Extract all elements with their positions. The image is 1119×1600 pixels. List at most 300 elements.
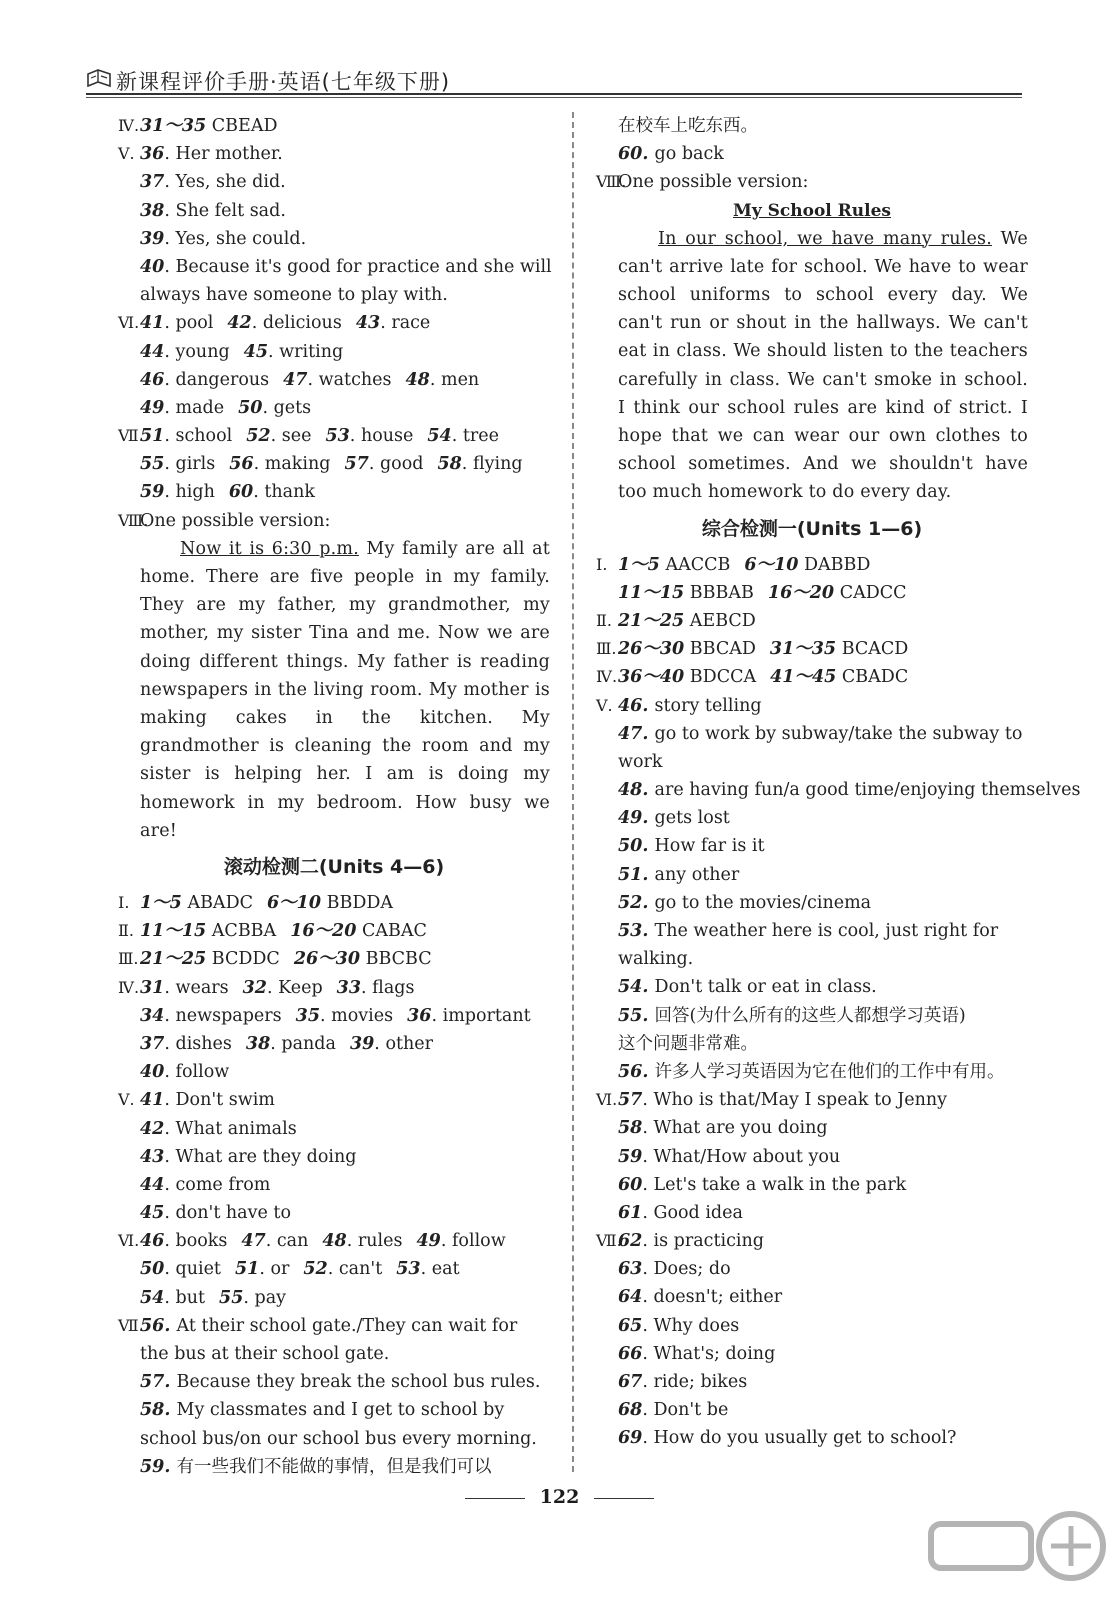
item-number: 44	[140, 1174, 165, 1195]
answer-line	[118, 394, 550, 422]
item-answer: How far is it	[654, 836, 765, 857]
answer-line	[596, 1143, 1028, 1171]
item-answer: What's; doing	[653, 1343, 776, 1364]
item-answer: made	[175, 397, 225, 418]
item-number: 59	[618, 1146, 643, 1167]
section-numeral: Ⅳ.	[596, 667, 618, 687]
answer-item: 46. story telling	[618, 695, 762, 716]
range-label: 11～15	[618, 582, 685, 603]
essay-body: We can't arrive late for school. We have to wear school uniforms to school every day. We can't run or shout in the hallways. We can't eat in class. We should listen to the teachers carefully in class. We can't smoke in school. I think our school rules are kind of strict. I hope that we can wear our own clothes to school sometimes. And we shouldn't have too much homework to do every day.	[618, 228, 1028, 503]
item-answer: can	[276, 1231, 309, 1252]
item-number: 62	[618, 1231, 643, 1252]
item-answer: At their school gate./They can wait for	[176, 1315, 518, 1336]
answer-content	[118, 1368, 554, 1396]
item-number: 45	[243, 341, 269, 362]
answer-item: 58. What are you doing	[618, 1118, 828, 1139]
answer-item: 42. delicious	[227, 313, 342, 334]
answer-line	[118, 945, 550, 973]
item-answer: dishes	[175, 1033, 232, 1054]
item-number: 53	[396, 1259, 421, 1280]
answer-line	[118, 140, 550, 168]
answer-line	[596, 692, 1028, 720]
range-label: 21～25	[140, 949, 207, 970]
answer-item: 67. ride; bikes	[618, 1372, 748, 1393]
answer-line	[596, 1002, 1028, 1030]
item-answer: are having fun/a good time/enjoying themselves	[654, 780, 1081, 801]
item-answer: Why does	[653, 1315, 740, 1336]
answer-line	[118, 974, 550, 1002]
item-answer: What/How about you	[653, 1146, 841, 1167]
essay-body: My family are all at home. There are five people in my family. They are my father, my grandmother, my mother, my sister Tina and me. Now we are doing different things. My father is reading newspapers in the living room. My mother is making cakes in the kitchen. My grandmother is cleaning the room and my sister is helping her. I am is doing my homework in my bedroom. How busy we are!	[140, 538, 551, 841]
answer-line	[596, 1058, 1028, 1086]
item-answer: Her mother.	[175, 144, 283, 165]
item-number: 52	[303, 1259, 328, 1280]
item-answer: story telling	[654, 695, 762, 716]
answer-item: 54. Don't talk or eat in class.	[618, 977, 877, 998]
range-label: 26～30	[618, 639, 685, 660]
item-answer: go to the movies/cinema	[654, 892, 872, 913]
answer-content	[118, 197, 300, 225]
answer-content	[596, 579, 921, 607]
essay-opening: In our school, we have many rules.	[658, 228, 992, 249]
answer-line	[596, 1255, 1028, 1283]
answer-item: 63. Does; do	[618, 1259, 731, 1280]
item-number: 46	[140, 369, 165, 390]
item-answer: any other	[654, 864, 740, 885]
item-number: 39	[349, 1033, 375, 1054]
item-answer: wears	[175, 977, 229, 998]
item-number: 47	[283, 369, 308, 390]
section-numeral: Ⅳ.	[118, 977, 140, 997]
answer-content	[596, 168, 808, 196]
watermark-logo-icon	[921, 1506, 1111, 1596]
answer-line	[596, 579, 1028, 607]
page-header	[86, 64, 1022, 98]
item-answer: can't	[338, 1259, 383, 1280]
range-label: 26～30	[293, 949, 361, 970]
range-answers: CBEAD	[211, 116, 278, 136]
answer-content	[118, 366, 493, 394]
answer-line	[118, 1199, 550, 1227]
answer-item: 50. gets	[238, 397, 312, 418]
item-answer: ride; bikes	[653, 1372, 748, 1393]
answer-line	[118, 1086, 550, 1114]
answer-item: 65. Why does	[618, 1315, 740, 1336]
essay-paragraph	[118, 535, 550, 845]
item-answer: is practicing	[653, 1231, 764, 1252]
answer-line	[596, 112, 1028, 140]
item-number: 66	[618, 1343, 643, 1364]
item-number: 50	[140, 1259, 165, 1280]
item-answer: go to work by subway/take the subway to	[654, 723, 1023, 744]
section-numeral: Ⅳ.	[118, 116, 140, 135]
range-label: 11～15	[140, 921, 207, 942]
answer-line	[596, 945, 1028, 973]
answer-content	[596, 1255, 745, 1283]
item-answer: gets lost	[654, 808, 730, 829]
section-numeral: Ⅲ.	[596, 639, 617, 659]
item-number: 55	[140, 454, 165, 475]
item-answer: flags	[372, 977, 415, 998]
answer-line	[596, 1227, 1028, 1255]
range-label: 41～45	[770, 667, 837, 688]
item-answer: doesn't; either	[653, 1287, 783, 1308]
answer-line	[596, 1114, 1028, 1142]
answer-continuation: 这个问题非常难。	[618, 1033, 758, 1054]
item-number: 59	[140, 482, 165, 503]
answer-content	[118, 1255, 474, 1283]
item-number: 60	[228, 482, 254, 503]
book-logo-icon	[86, 68, 112, 90]
answer-item: 62. is practicing	[618, 1231, 764, 1252]
answer-item: 44. come from	[140, 1174, 271, 1195]
answer-content	[596, 889, 885, 917]
answer-content	[596, 551, 884, 579]
item-answer: My classmates and I get to school by	[176, 1400, 505, 1421]
answer-content	[118, 140, 297, 168]
answer-item: 59. high	[140, 482, 215, 503]
answer-item: 49. gets lost	[618, 808, 730, 829]
section-numeral: Ⅶ.	[118, 1315, 144, 1335]
range-label: 6～10	[744, 554, 799, 575]
answer-content	[118, 168, 300, 196]
essay-paragraph	[596, 225, 1028, 507]
page-number: 122	[539, 1486, 580, 1508]
answer-item: 53. The weather here is cool, just right for	[618, 921, 999, 942]
item-answer: race	[391, 313, 431, 334]
item-answer: Yes, she did.	[175, 172, 286, 193]
item-answer: gets	[273, 397, 312, 418]
answer-line	[596, 1340, 1028, 1368]
item-number: 69	[618, 1428, 643, 1449]
answer-item: 69. How do you usually get to school?	[618, 1428, 957, 1449]
item-number: 34	[140, 1005, 165, 1026]
answer-item: 35. movies	[295, 1005, 394, 1026]
answer-content	[596, 1312, 753, 1340]
item-number: 46	[140, 1231, 165, 1252]
answer-item: 57. Because they break the school bus rules.	[140, 1372, 541, 1393]
item-answer: watches	[318, 369, 392, 390]
page-footer	[0, 1486, 1119, 1508]
item-number: 60	[618, 1174, 643, 1195]
item-number: 45	[140, 1203, 165, 1224]
section-numeral: Ⅶ.	[596, 1231, 622, 1251]
item-answer: Who is that/May I speak to Jenny	[653, 1090, 948, 1111]
item-number: 38	[245, 1033, 271, 1054]
item-number: 44	[140, 341, 165, 362]
answer-line	[118, 917, 550, 945]
answer-content	[596, 1424, 970, 1452]
answer-item: 49. made	[140, 397, 225, 418]
answer-line	[596, 1199, 1028, 1227]
answer-line	[596, 551, 1028, 579]
range-label: 21～25	[618, 610, 685, 631]
answer-item: 45. writing	[243, 341, 344, 362]
item-answer: 许多人学习英语因为它在他们的工作中有用。	[654, 1061, 1005, 1082]
answer-line	[596, 1171, 1028, 1199]
item-answer: Yes, she could.	[175, 228, 307, 249]
answer-content	[118, 1227, 520, 1255]
answer-content	[118, 1002, 545, 1030]
answer-item: 54. tree	[427, 426, 499, 447]
answer-content	[596, 1143, 854, 1171]
answer-item: 40. Because it's good for practice and she will	[140, 256, 552, 277]
item-number: 64	[618, 1287, 643, 1308]
answer-line	[596, 861, 1028, 889]
answer-item: 41. pool	[140, 313, 214, 334]
answer-content	[596, 1396, 742, 1424]
answer-content	[118, 1115, 311, 1143]
answer-item: 49. follow	[416, 1231, 506, 1252]
range-answers: BBBAB	[689, 582, 754, 603]
answer-item: 48. rules	[322, 1231, 403, 1252]
answer-line	[118, 309, 550, 337]
answer-continuation: work	[618, 751, 663, 772]
range-answers: BCACD	[841, 639, 909, 660]
item-answer: delicious	[262, 313, 342, 334]
answer-line	[596, 720, 1028, 748]
item-number: 38	[140, 200, 165, 221]
item-answer: Don't be	[653, 1400, 729, 1421]
answer-content	[118, 917, 441, 945]
item-number: 58	[618, 1118, 643, 1139]
section-numeral: Ⅴ.	[596, 695, 613, 715]
range-answers: BBCAD	[689, 639, 756, 660]
item-number: 31	[140, 977, 165, 998]
answer-item: 55. pay	[219, 1287, 287, 1308]
item-answer: quiet	[175, 1259, 221, 1280]
answer-content	[596, 663, 922, 691]
item-number: 51	[234, 1259, 260, 1280]
answer-content	[118, 1199, 305, 1227]
item-number: 33	[336, 977, 362, 998]
answer-item: 47. can	[241, 1231, 309, 1252]
left-column	[118, 112, 550, 1481]
answer-item: 68. Don't be	[618, 1400, 729, 1421]
answer-item: 59. What/How about you	[618, 1146, 841, 1167]
item-answer: newspapers	[175, 1005, 282, 1026]
answer-content	[596, 140, 738, 168]
answer-content	[118, 309, 444, 337]
item-answer: pay	[254, 1287, 287, 1308]
item-answer: or	[270, 1259, 290, 1280]
section-numeral: Ⅱ.	[596, 610, 612, 630]
section-title: 综合检测一(Units 1—6)	[701, 517, 923, 540]
section-numeral: Ⅰ.	[596, 554, 608, 574]
item-number: 39	[140, 228, 165, 249]
section-numeral: Ⅵ.	[596, 1090, 618, 1110]
answer-item: 51. school	[140, 426, 233, 447]
item-answer: see	[281, 426, 312, 447]
item-answer: good	[379, 454, 424, 475]
answer-line	[118, 1284, 550, 1312]
answer-line	[596, 635, 1028, 663]
item-answer: follow	[451, 1231, 506, 1252]
answer-line	[596, 1396, 1028, 1424]
answer-item: 39. other	[349, 1033, 433, 1054]
answer-item: 60. Let's take a walk in the park	[618, 1174, 907, 1195]
answer-content	[596, 1368, 761, 1396]
item-number: 50	[238, 397, 263, 418]
item-answer: go back	[654, 144, 724, 165]
answer-line	[596, 1030, 1028, 1058]
answer-line	[596, 663, 1028, 691]
answer-content	[596, 1283, 796, 1311]
answer-item: 54. but	[140, 1287, 206, 1308]
section-numeral: Ⅷ.	[118, 510, 149, 530]
answer-content	[118, 1453, 506, 1481]
answer-continuation: walking.	[618, 949, 694, 970]
section-numeral: Ⅵ.	[118, 1231, 140, 1251]
answer-item: 58. My classmates and I get to school by	[140, 1400, 505, 1421]
answer-item: 39. Yes, she could.	[140, 228, 307, 249]
item-answer: Don't swim	[175, 1090, 275, 1111]
answer-content	[118, 394, 325, 422]
answer-content	[118, 1396, 518, 1424]
answer-item: 43. race	[355, 313, 431, 334]
item-number: 41	[140, 1090, 165, 1111]
item-answer: Don't talk or eat in class.	[654, 977, 877, 998]
item-number: 37	[140, 172, 165, 193]
answer-content	[596, 692, 776, 720]
item-number: 40	[140, 256, 165, 277]
answer-item: 55. 回答(为什么所有的这些人都想学习英语)	[618, 1005, 966, 1026]
item-number: 54	[427, 426, 452, 447]
footer-ornament-right	[594, 1498, 654, 1499]
item-answer: movies	[331, 1005, 394, 1026]
answer-line	[118, 422, 550, 450]
answer-line	[118, 253, 550, 281]
item-number: 49	[416, 1231, 441, 1252]
answer-item: 57. Who is that/May I speak to Jenny	[618, 1090, 948, 1111]
item-number: 57	[618, 1090, 643, 1111]
item-number: 51	[140, 426, 165, 447]
answer-item: 34. newspapers	[140, 1005, 282, 1026]
item-number: 42	[227, 313, 252, 334]
item-answer: girls	[175, 454, 216, 475]
item-number: 36	[140, 144, 165, 165]
answer-line	[596, 973, 1028, 1001]
answer-item: 41. Don't swim	[140, 1090, 275, 1111]
item-number: 35	[295, 1005, 320, 1026]
answer-item: 53. house	[325, 426, 414, 447]
answer-content	[596, 776, 1094, 804]
item-answer: How do you usually get to school?	[653, 1428, 957, 1449]
item-number: 37	[140, 1033, 165, 1054]
answer-content	[596, 1340, 789, 1368]
answer-item: 64. doesn't; either	[618, 1287, 783, 1308]
item-number: 68	[618, 1400, 643, 1421]
range-answers: AACCB	[665, 554, 731, 575]
section-numeral: Ⅴ.	[118, 144, 135, 164]
section-title: 滚动检测二(Units 4—6)	[223, 856, 445, 879]
column-divider	[572, 112, 574, 1472]
answer-item: 56. 许多人学习英语因为它在他们的工作中有用。	[618, 1061, 1005, 1082]
answer-line	[118, 1115, 550, 1143]
answer-content	[118, 507, 330, 535]
answer-line	[118, 1255, 550, 1283]
answer-line	[118, 450, 550, 478]
answer-item: 48. men	[405, 369, 480, 390]
answer-line	[596, 607, 1028, 635]
item-number: 41	[140, 313, 165, 334]
item-number: 67	[618, 1372, 643, 1393]
item-answer: panda	[281, 1033, 336, 1054]
item-answer: What are they doing	[175, 1146, 357, 1167]
item-answer: 回答(为什么所有的这些人都想学习英语)	[654, 1005, 966, 1026]
answer-content	[118, 450, 537, 478]
item-answer: eat	[431, 1259, 460, 1280]
answer-line	[118, 1171, 550, 1199]
answer-content	[118, 478, 329, 506]
answer-content	[118, 112, 278, 140]
item-number: 32	[242, 977, 267, 998]
essay-opening: Now it is 6:30 p.m.	[180, 538, 359, 559]
item-number: 53	[325, 426, 350, 447]
range-label: 1～5	[140, 893, 182, 914]
answer-item: 43. What are they doing	[140, 1146, 357, 1167]
section-numeral: Ⅴ.	[118, 1090, 135, 1110]
range-label: 1～5	[618, 554, 660, 575]
section-numeral: Ⅶ.	[118, 426, 144, 446]
answer-item: 50. quiet	[140, 1259, 221, 1280]
answer-continuation: always have someone to play with.	[140, 285, 448, 306]
answer-content	[596, 1002, 980, 1030]
range-answers: AEBCD	[689, 610, 756, 631]
item-answer: school	[175, 426, 233, 447]
answer-line	[596, 1312, 1028, 1340]
answer-item: 66. What's; doing	[618, 1343, 776, 1364]
answer-item: 38. She felt sad.	[140, 200, 286, 221]
answer-item: 47. go to work by subway/take the subway to	[618, 723, 1023, 744]
answer-line	[596, 1283, 1028, 1311]
answer-content	[596, 804, 744, 832]
answer-line	[596, 1086, 1028, 1114]
header-rule	[86, 93, 1022, 95]
answer-item: 56. making	[229, 454, 331, 475]
item-answer: Let's take a walk in the park	[653, 1174, 907, 1195]
answer-item: 31. wears	[140, 977, 229, 998]
answer-item: 52. can't	[303, 1259, 383, 1280]
answer-content	[596, 1171, 920, 1199]
answer-line	[118, 1143, 550, 1171]
answer-line	[596, 917, 1028, 945]
range-answers: ACBBA	[211, 921, 277, 942]
answer-line	[118, 889, 550, 917]
version-label: One possible version:	[140, 510, 331, 531]
answer-line	[118, 1227, 550, 1255]
answer-content	[596, 917, 1012, 945]
item-answer: follow	[175, 1062, 230, 1083]
item-number: 49	[140, 397, 165, 418]
answer-line	[596, 168, 1028, 196]
answer-line	[118, 1030, 550, 1058]
item-number: 54	[140, 1287, 165, 1308]
answer-item: 60. thank	[228, 482, 315, 503]
answer-line	[118, 1002, 550, 1030]
item-answer: but	[175, 1287, 206, 1308]
answer-content	[118, 945, 446, 973]
item-number: 43	[355, 313, 381, 334]
answer-line	[118, 1368, 550, 1396]
answer-content	[596, 1058, 1019, 1086]
range-answers: CADCC	[839, 582, 907, 603]
answer-line	[118, 1340, 550, 1368]
item-answer: making	[264, 454, 331, 475]
section-numeral: Ⅲ.	[118, 949, 139, 969]
item-answer: rules	[357, 1231, 403, 1252]
answer-content	[118, 1086, 289, 1114]
